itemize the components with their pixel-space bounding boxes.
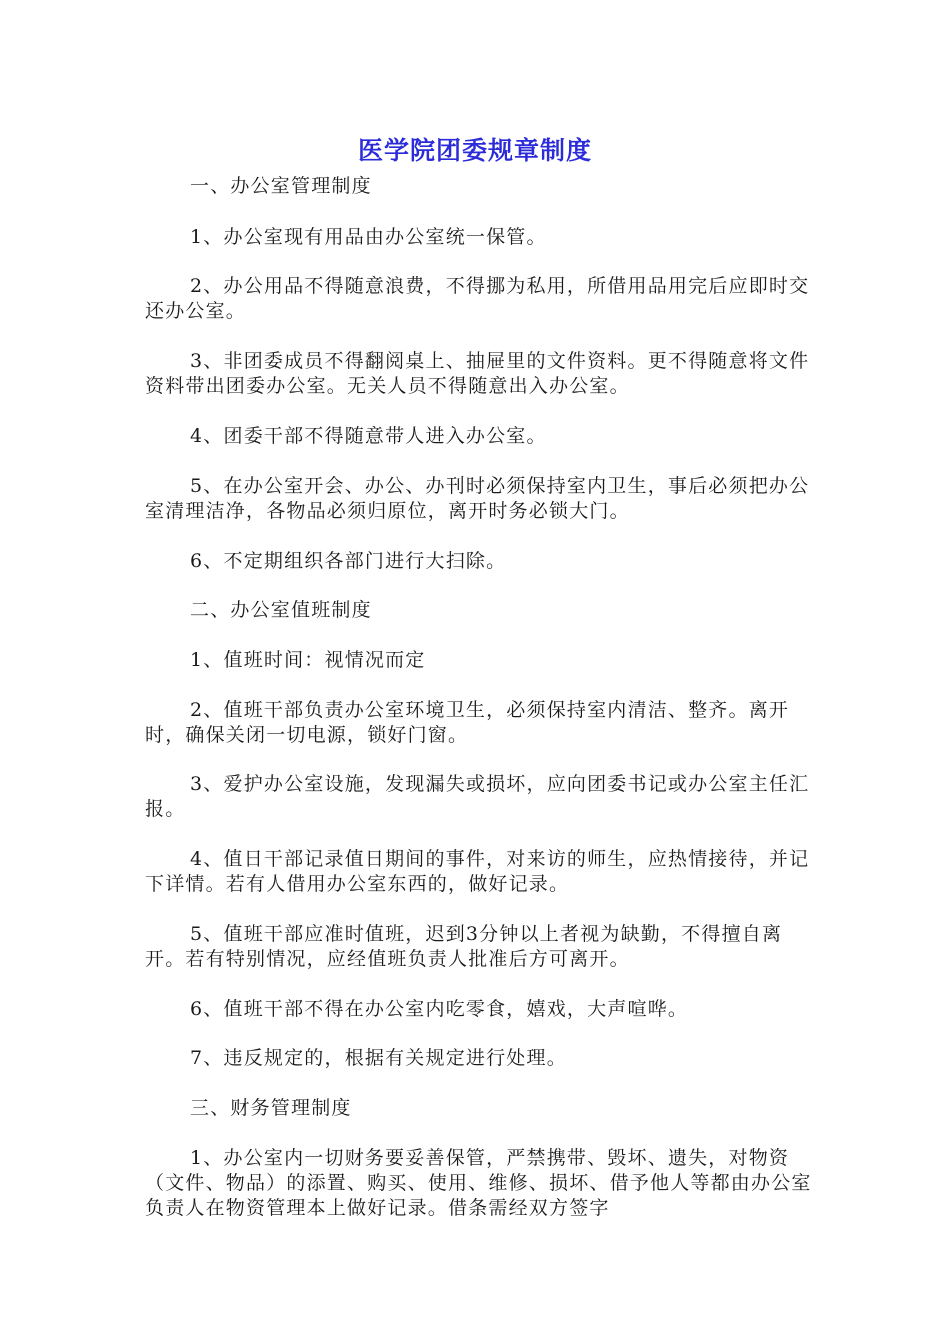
paragraph: 7、违反规定的，根据有关规定进行处理。: [190, 1047, 567, 1069]
section-heading-duty: 二、办公室值班制度: [190, 599, 372, 621]
paragraph: 2、办公用品不得随意浪费，不得挪为私用，所借用品用完后应即时交还办公室。: [145, 275, 810, 322]
paragraph: 4、团委干部不得随意带人进入办公室。: [190, 425, 547, 447]
paragraph: 1、办公室内一切财务要妥善保管，严禁携带、毁坏、遗失，对物资（文件、物品）的添置、购买、使用、维修、损坏、借予他人等都由办公室负责人在物资管理本上做好记录。借条需经双方签字: [145, 1147, 812, 1219]
paragraph: 5、值班干部应准时值班，迟到3分钟以上者视为缺勤，不得擅自离开。若有特别情况，应经值班负责人批准后方可离开。: [145, 923, 783, 970]
paragraph: 3、爱护办公室设施，发现漏失或损坏，应向团委书记或办公室主任汇报。: [145, 773, 810, 820]
paragraph: 2、值班干部负责办公室环境卫生，必须保持室内清洁、整齐。离开时，确保关闭一切电源，锁好门窗。: [145, 699, 790, 746]
paragraph: 6、值班干部不得在办公室内吃零食，嬉戏，大声喧哗。: [190, 998, 689, 1020]
paragraph: 3、非团委成员不得翻阅桌上、抽屉里的文件资料。更不得随意将文件资料带出团委办公室。无关人员不得随意出入办公室。: [145, 350, 810, 397]
paragraph: 4、值日干部记录值日期间的事件，对来访的师生，应热情接待，并记下详情。若有人借用办公室东西的，做好记录。: [145, 848, 810, 895]
document-title: 医学院团委规章制度: [357, 136, 592, 165]
paragraph: 1、办公室现有用品由办公室统一保管。: [190, 226, 547, 248]
paragraph: 1、值班时间：视情况而定: [190, 649, 426, 671]
section-heading-office-management: 一、办公室管理制度: [190, 175, 372, 197]
paragraph: 6、不定期组织各部门进行大扫除。: [190, 550, 507, 572]
section-heading-finance: 三、财务管理制度: [190, 1097, 352, 1119]
paragraph: 5、在办公室开会、办公、办刊时必须保持室内卫生，事后必须把办公室清理洁净，各物品必须归原位，离开时务必锁大门。: [145, 475, 810, 522]
